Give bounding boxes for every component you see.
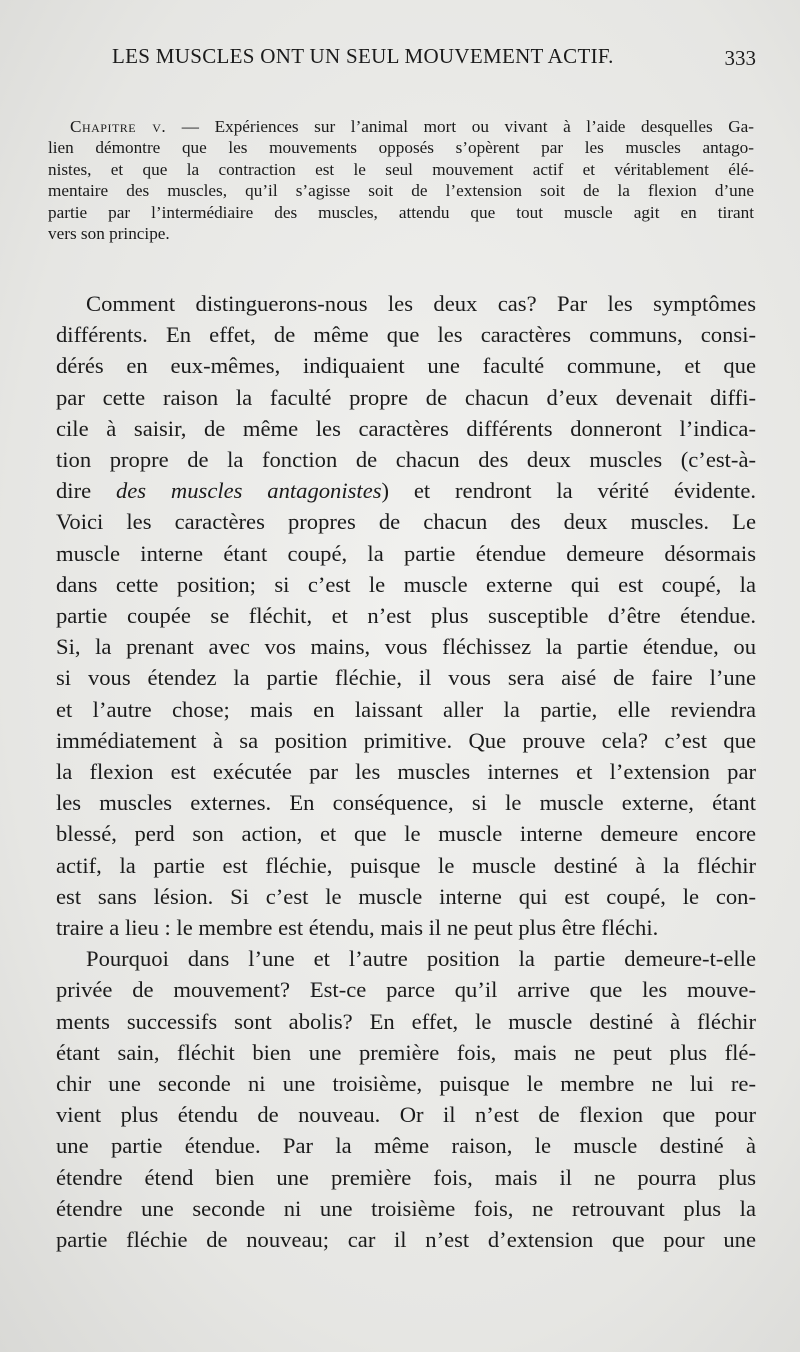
text-line: immédiatement à sa position primitive. Que prouve cela? c’est que <box>56 727 756 753</box>
italic-term: des muscles antagonistes <box>115 478 382 504</box>
text-line: traire a lieu : le membre est étendu, mais il ne peut plus être fléchi. <box>56 915 659 941</box>
text-line: dire des muscles antagonistes) et rendront la vérité évidente. <box>56 478 756 504</box>
text-line: Comment distinguerons-nous les deux cas? Par les symptômes <box>86 291 756 316</box>
text-line: étant sain, fléchit bien une première fois, mais ne peut plus flé- <box>56 1039 756 1065</box>
chapter-summary <box>48 116 754 244</box>
text-line: muscle interne étant coupé, la partie étendue demeure désormais <box>56 540 756 566</box>
text-line: privée de mouvement? Est-ce parce qu’il arrive que les mouve- <box>56 977 756 1003</box>
page-number: 333 <box>724 46 756 70</box>
running-header <box>0 40 800 76</box>
text-line: Si, la prenant avec vos mains, vous fléchissez la partie étendue, ou <box>56 634 756 660</box>
text-line: les muscles externes. En conséquence, si le muscle externe, étant <box>56 790 756 816</box>
summary-line: mentaire des muscles, qu’il s’agisse soit de l’extension soit de la flexion d’une <box>48 181 754 201</box>
text-line: chir une seconde ni une troisième, puisque le membre ne lui re- <box>56 1071 756 1097</box>
text-line: dans cette position; si c’est le muscle externe qui est coupé, la <box>56 571 756 597</box>
text-line: tion propre de la fonction de chacun des deux muscles (c’est-à- <box>56 447 756 473</box>
text-line: est sans lésion. Si c’est le muscle interne qui est coupé, le con- <box>56 883 756 909</box>
summary-line: partie par l’intermédiaire des muscles, attendu que tout muscle agit en tirant <box>48 202 754 222</box>
summary-line: lien démontre que les mouvements opposés s’opèrent par les muscles antago- <box>48 138 754 158</box>
paragraph-1 <box>56 288 756 943</box>
text-line: cile à saisir, de même les caractères différents donneront l’indica- <box>56 415 756 441</box>
body-text <box>56 288 756 1255</box>
text-line: blessé, perd son action, et que le muscle interne demeure encore <box>56 821 756 847</box>
summary-line: vers son principe. <box>48 224 170 244</box>
text-line: une partie étendue. Par la même raison, le muscle destiné à <box>56 1133 756 1159</box>
text-line: et l’autre chose; mais en laissant aller la partie, elle reviendra <box>56 696 756 722</box>
summary-line: Chapitre v. — Expériences sur l’animal mort ou vivant à l’aide desquelles Ga- <box>70 117 755 136</box>
text-line: actif, la partie est fléchie, puisque le muscle destiné à la fléchir <box>56 852 756 878</box>
text-line: dérés en eux-mêmes, indiquaient une faculté commune, et que <box>56 353 756 379</box>
text-line: partie fléchie de nouveau; car il n’est d’extension que pour une <box>56 1227 756 1253</box>
text-line: Voici les caractères propres de chacun des deux muscles. Le <box>56 509 756 535</box>
text-line: si vous étendez la partie fléchie, il vous sera aisé de faire l’une <box>56 665 756 691</box>
text-line: étendre une seconde ni une troisième fois, ne retrouvant plus la <box>56 1195 756 1221</box>
text-line: par cette raison la faculté propre de chacun d’eux devenait diffi- <box>56 384 756 410</box>
text-line: différents. En effet, de même que les caractères communs, consi- <box>56 322 756 348</box>
text-line: étendre étend bien une première fois, mais il ne pourra plus <box>56 1164 756 1190</box>
text-line: partie coupée se fléchit, et n’est plus susceptible d’être étendue. <box>56 603 756 629</box>
text-line: vient plus étendu de nouveau. Or il n’est de flexion que pour <box>56 1102 756 1128</box>
paragraph-2 <box>56 943 756 1255</box>
chapter-label: Chapitre v. <box>70 117 167 136</box>
text-line: ments successifs sont abolis? En effet, le muscle destiné à fléchir <box>56 1008 756 1034</box>
running-title: LES MUSCLES ONT UN SEUL MOUVEMENT ACTIF. <box>112 44 614 68</box>
text-line: Pourquoi dans l’une et l’autre position la partie demeure-t-elle <box>86 946 756 972</box>
text-line: la flexion est exécutée par les muscles internes et l’extension par <box>56 759 756 785</box>
summary-line: nistes, et que la contraction est le seul mouvement actif et véritablement élé- <box>48 159 754 179</box>
